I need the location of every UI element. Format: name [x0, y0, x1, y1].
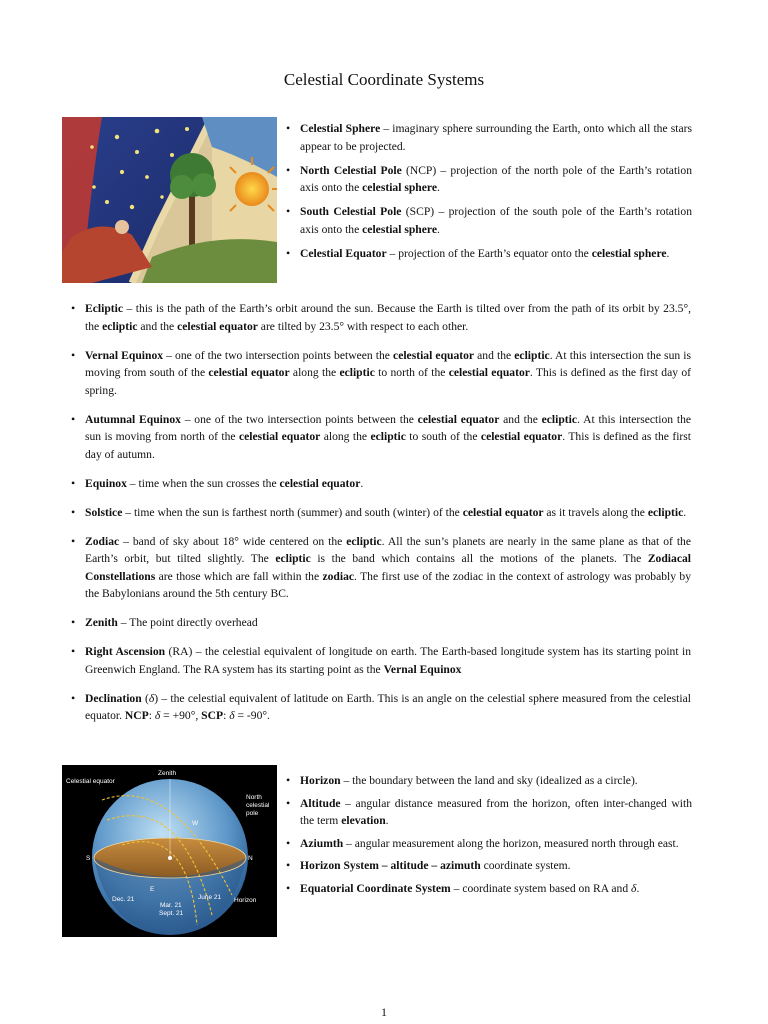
bold-term: Right Ascension: [85, 645, 166, 658]
bold-term: elevation: [341, 814, 386, 827]
bold-term: celestial equator: [238, 430, 321, 443]
bold-term: ecliptic: [339, 366, 375, 379]
bold-term: zodiac: [322, 569, 355, 583]
list-item: • North Celestial Pole (NCP) – projection of the north pole of the Earth’s rotation axis onto the celestial sphere.: [300, 162, 692, 197]
bold-term: Aziumth: [300, 836, 344, 850]
italic-symbol: δ: [229, 709, 235, 722]
bold-term: celestial equator: [208, 366, 290, 379]
bold-term: celestial sphere: [362, 181, 437, 194]
bold-term: Equatorial Coordinate System: [300, 881, 451, 895]
south-label: S: [86, 855, 91, 862]
bold-term: celestial equator: [462, 505, 544, 519]
zenith-label: Zenith: [158, 770, 177, 777]
bold-term: ecliptic: [647, 505, 684, 519]
list-item: • Altitude – angular distance measured from the horizon, often inter-changed with the term elevation.: [300, 795, 692, 830]
bold-term: ecliptic: [275, 552, 311, 565]
bold-term: Horizon: [300, 774, 341, 787]
list-item: • Zodiac – band of sky about 18° wide centered on the ecliptic. All the sun’s planets are nearly in the same plane as that of the Earth’s orbit, but tilted slightly. The ecliptic is the band which contains all the motions of the planets. The Zodiacal Constellations are those which are fall within the zodiac. The first use of the zodiac in the context of astrology was probably by the Babylonians around the 5th century BC.: [85, 533, 691, 603]
bold-term: ecliptic: [514, 348, 550, 362]
list-item: • Right Ascension (RA) – the celestial equivalent of longitude on earth. The Earth-based longitude system has its starting point in Greenwich England. The RA system has its starting point as the Vernal Equinox: [85, 643, 691, 678]
horizon-label: Horizon: [234, 897, 257, 904]
bold-term: ecliptic: [541, 412, 578, 426]
sept21-label: Sept. 21: [159, 910, 184, 917]
bold-term: celestial sphere: [591, 246, 667, 260]
bold-term: celestial equator: [417, 412, 500, 426]
bold-term: Ecliptic: [85, 302, 123, 315]
bold-term: celestial sphere: [362, 222, 437, 236]
italic-symbol: δ: [631, 881, 637, 895]
top-definitions-list: [300, 120, 692, 269]
bold-term: Vernal Equinox: [85, 348, 164, 362]
mar21-label: Mar. 21: [160, 902, 182, 909]
list-item: • Declination (δ) – the celestial equivalent of latitude on Earth. This is an angle on the celestial sphere measured from the celestial equator. NCP: δ = +90°, SCP: δ = -90°.: [85, 690, 691, 725]
horizon-system-diagram: [62, 765, 277, 937]
bold-term: Solstice: [85, 505, 123, 519]
list-item: • Aziumth – angular measurement along the horizon, measured north through east.: [300, 835, 692, 853]
bold-term: celestial equator: [177, 319, 258, 333]
flammarion-engraving-image: [62, 117, 277, 283]
list-item: • South Celestial Pole (SCP) – projection of the south pole of the Earth’s rotation axis onto the celestial sphere.: [300, 203, 692, 238]
bold-term: Autumnal Equinox: [85, 412, 181, 426]
bold-term: celestial equator: [393, 348, 475, 362]
celestial-equator-label: Celestial equator: [66, 778, 115, 785]
bold-term: Celestial Equator: [300, 246, 387, 260]
bold-term: Zodiacal Constellations: [85, 552, 691, 583]
bold-term: SCP: [201, 709, 224, 722]
bold-term: Zodiac: [85, 534, 120, 548]
list-item: • Autumnal Equinox – one of the two intersection points between the celestial equator and the ecliptic. At this intersection the sun is moving from north of the celestial equator along the ecliptic to south of the celestial equator. This is defined as the first day of autumn.: [85, 411, 691, 464]
bold-term: celestial equator: [480, 430, 563, 443]
bold-term: Celestial Sphere: [300, 122, 381, 135]
list-item: • Vernal Equinox – one of the two intersection points between the celestial equator and the ecliptic. At this intersection the sun is moving from south of the celestial equator along the ecliptic to north of the celestial equator. This is defined as the first day of spring.: [85, 347, 691, 400]
list-item: • Equatorial Coordinate System – coordinate system based on RA and δ.: [300, 880, 692, 898]
bold-term: Declination: [85, 691, 142, 705]
bold-term: celestial equator: [279, 476, 361, 490]
bold-term: celestial equator: [448, 366, 530, 379]
list-item: • Ecliptic – this is the path of the Earth’s orbit around the sun. Because the Earth is tilted over from the path of its orbit by 23.5°, the ecliptic and the celestial equator are tilted by 23.5° with respect to each other.: [85, 300, 691, 335]
dec21-label: Dec. 21: [112, 896, 135, 903]
west-label: W: [192, 820, 199, 827]
main-definitions-list: [85, 300, 691, 736]
bold-term: Horizon System – altitude – azimuth: [300, 859, 481, 872]
list-item: • Zenith – The point directly overhead: [85, 614, 691, 632]
bold-term: ecliptic: [370, 430, 406, 443]
bottom-definitions-list: [300, 772, 692, 902]
east-label: E: [150, 886, 155, 893]
italic-symbol: δ: [148, 691, 155, 705]
north-pole-label-3: pole: [246, 810, 259, 817]
list-item: • Celestial Equator – projection of the Earth’s equator onto the celestial sphere.: [300, 245, 692, 263]
june21-label: June 21: [198, 894, 222, 901]
list-item: • Celestial Sphere – imaginary sphere surrounding the Earth, onto which all the stars appear to be projected.: [300, 120, 692, 155]
bold-term: Altitude: [300, 796, 341, 810]
bold-term: ecliptic: [102, 319, 138, 333]
bold-term: North Celestial Pole: [300, 163, 402, 177]
bold-term: South Celestial Pole: [300, 205, 402, 218]
list-item: • Horizon System – altitude – azimuth coordinate system.: [300, 857, 692, 875]
bold-term: Zenith: [85, 616, 118, 629]
bold-term: ecliptic: [346, 534, 382, 548]
bold-term: Equinox: [85, 476, 127, 490]
list-item: • Horizon – the boundary between the land and sky (idealized as a circle).: [300, 772, 692, 790]
list-item: • Equinox – time when the sun crosses the celestial equator.: [85, 475, 691, 493]
italic-symbol: δ: [154, 709, 161, 722]
list-item: • Solstice – time when the sun is farthest north (summer) and south (winter) of the celestial equator as it travels along the ecliptic.: [85, 504, 691, 522]
north-pole-label-2: celestial: [246, 802, 270, 809]
page-number: 1: [381, 1005, 387, 1019]
page-title: Celestial Coordinate Systems: [283, 70, 485, 89]
bold-term: NCP: [124, 709, 149, 722]
bold-term: Vernal Equinox: [383, 662, 462, 676]
north-pole-label-1: North: [246, 794, 262, 801]
north-label: N: [248, 855, 253, 862]
